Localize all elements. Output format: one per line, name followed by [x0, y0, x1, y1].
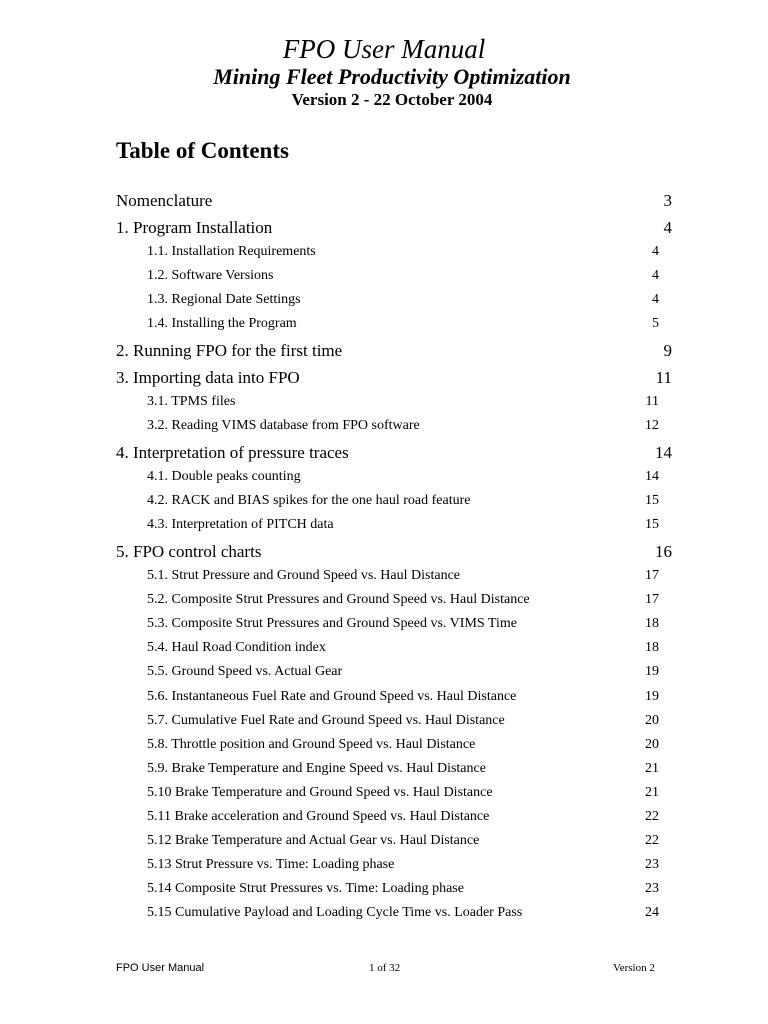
toc-entry[interactable]: [147, 567, 659, 585]
toc-entry-label: 1.4. Installing the Program: [147, 316, 297, 331]
toc-heading: Table of Contents: [116, 138, 289, 163]
toc-entry-page: 11: [655, 368, 672, 387]
toc-entry[interactable]: [147, 267, 659, 285]
version-line: Version 2 - 22 October 2004: [291, 90, 493, 109]
toc-entry-page: 19: [645, 664, 659, 679]
toc-entry-page: 15: [645, 517, 659, 532]
toc-entry-label: 4. Interpretation of pressure traces: [116, 443, 349, 462]
toc-entry[interactable]: [116, 541, 672, 563]
toc-entry-page: 4: [652, 292, 659, 307]
toc-entry-label: 1.3. Regional Date Settings: [147, 292, 301, 307]
toc-entry-page: 14: [655, 443, 672, 462]
toc-entry-page: 9: [663, 341, 672, 360]
toc-entry-page: 21: [645, 761, 659, 776]
toc-entry[interactable]: [147, 784, 659, 802]
toc-entry-label: 5.8. Throttle position and Ground Speed vs. Haul Distance: [147, 737, 476, 752]
toc-entry-page: 4: [663, 218, 672, 237]
toc-entry-label: 5. FPO control charts: [116, 542, 262, 561]
toc-entry-label: 5.5. Ground Speed vs. Actual Gear: [147, 664, 343, 679]
toc-entry-label: 5.2. Composite Strut Pressures and Ground Speed vs. Haul Distance: [147, 592, 530, 607]
footer-page-number: 1 of 32: [369, 962, 401, 974]
toc-entry-label: 4.3. Interpretation of PITCH data: [147, 517, 334, 532]
toc-entry-label: 5.11 Brake acceleration and Ground Speed vs. Haul Distance: [147, 809, 490, 824]
toc-entry[interactable]: [116, 217, 672, 239]
toc-entry-page: 19: [645, 689, 659, 704]
toc-entry[interactable]: [116, 367, 672, 389]
toc-entry[interactable]: [116, 190, 672, 212]
page-title: FPO User Manual: [282, 34, 486, 64]
toc-entry[interactable]: [147, 760, 659, 778]
toc-entry-label: 5.3. Composite Strut Pressures and Ground Speed vs. VIMS Time: [147, 616, 517, 631]
toc-entry[interactable]: [147, 736, 659, 754]
toc-entry[interactable]: [147, 468, 659, 486]
toc-entry-label: Nomenclature: [116, 191, 213, 210]
page-subtitle: Mining Fleet Productivity Optimization: [213, 64, 571, 89]
toc-entry-page: 14: [645, 469, 659, 484]
toc-entry[interactable]: [116, 442, 672, 464]
toc-entry-label: 3.2. Reading VIMS database from FPO software: [147, 418, 420, 433]
toc-entry-page: 20: [645, 713, 659, 728]
toc-entry-page: 16: [655, 542, 672, 561]
toc-entry-page: 5: [652, 316, 659, 331]
toc-entry[interactable]: [147, 243, 659, 261]
toc-entry-page: 20: [645, 737, 659, 752]
toc-entry-label: 5.14 Composite Strut Pressures vs. Time: Loading phase: [147, 881, 464, 896]
toc-entry[interactable]: [147, 315, 659, 333]
toc-entry-label: 5.6. Instantaneous Fuel Rate and Ground Speed vs. Haul Distance: [147, 689, 517, 704]
toc-entry[interactable]: [147, 591, 659, 609]
toc-entry-page: 11: [645, 394, 659, 409]
toc-entry[interactable]: [147, 904, 659, 922]
toc-entry-label: 5.12 Brake Temperature and Actual Gear vs. Haul Distance: [147, 833, 480, 848]
toc-entry-label: 3. Importing data into FPO: [116, 368, 300, 387]
toc-entry[interactable]: [147, 663, 659, 681]
toc-entry-label: 4.2. RACK and BIAS spikes for the one haul road feature: [147, 493, 471, 508]
toc-entry-page: 23: [645, 857, 659, 872]
toc-entry[interactable]: [147, 688, 659, 706]
toc-entry[interactable]: [147, 393, 659, 411]
toc-entry[interactable]: [147, 880, 659, 898]
toc-entry[interactable]: [147, 291, 659, 309]
toc-entry-label: 5.15 Cumulative Payload and Loading Cycle Time vs. Loader Pass: [147, 905, 523, 920]
toc-entry[interactable]: [147, 615, 659, 633]
toc-entry-page: 18: [645, 640, 659, 655]
toc-entry[interactable]: [147, 516, 659, 534]
toc-entry-label: 5.9. Brake Temperature and Engine Speed vs. Haul Distance: [147, 761, 486, 776]
footer-right: Version 2: [613, 962, 655, 974]
toc-entry-label: 1. Program Installation: [116, 218, 273, 237]
toc-entry-page: 4: [652, 244, 659, 259]
toc-entry-page: 17: [645, 568, 659, 583]
toc-entry-page: 23: [645, 881, 659, 896]
toc-entry-label: 5.1. Strut Pressure and Ground Speed vs. Haul Distance: [147, 568, 461, 583]
toc-entry-label: 5.7. Cumulative Fuel Rate and Ground Speed vs. Haul Distance: [147, 713, 505, 728]
toc-entry-page: 15: [645, 493, 659, 508]
toc-entry-label: 1.1. Installation Requirements: [147, 244, 316, 259]
toc-entry-label: 5.13 Strut Pressure vs. Time: Loading phase: [147, 857, 395, 872]
toc-entry-page: 17: [645, 592, 659, 607]
toc-entry[interactable]: [147, 808, 659, 826]
toc-entry-page: 21: [645, 785, 659, 800]
toc-entry[interactable]: [116, 340, 672, 362]
toc-entry-page: 22: [645, 833, 659, 848]
toc-entry-label: 3.1. TPMS files: [147, 394, 236, 409]
toc-entry-page: 24: [645, 905, 659, 920]
toc-entry-label: 5.10 Brake Temperature and Ground Speed vs. Haul Distance: [147, 785, 493, 800]
footer-left: FPO User Manual: [116, 962, 205, 974]
toc-entry[interactable]: [147, 492, 659, 510]
toc-entry-page: 18: [645, 616, 659, 631]
toc-entry[interactable]: [147, 712, 659, 730]
toc-entry[interactable]: [147, 417, 659, 435]
toc-entry-page: 4: [652, 268, 659, 283]
toc-entry-page: 12: [645, 418, 659, 433]
toc-entry-label: 2. Running FPO for the first time: [116, 341, 343, 360]
toc-entry-label: 1.2. Software Versions: [147, 268, 274, 283]
toc-entry-label: 4.1. Double peaks counting: [147, 469, 301, 484]
toc-entry[interactable]: [147, 639, 659, 657]
toc-entry[interactable]: [147, 856, 659, 874]
toc-entry-label: 5.4. Haul Road Condition index: [147, 640, 326, 655]
toc-entry-page: 3: [663, 191, 672, 210]
toc-entry[interactable]: [147, 832, 659, 850]
toc-entry-page: 22: [645, 809, 659, 824]
